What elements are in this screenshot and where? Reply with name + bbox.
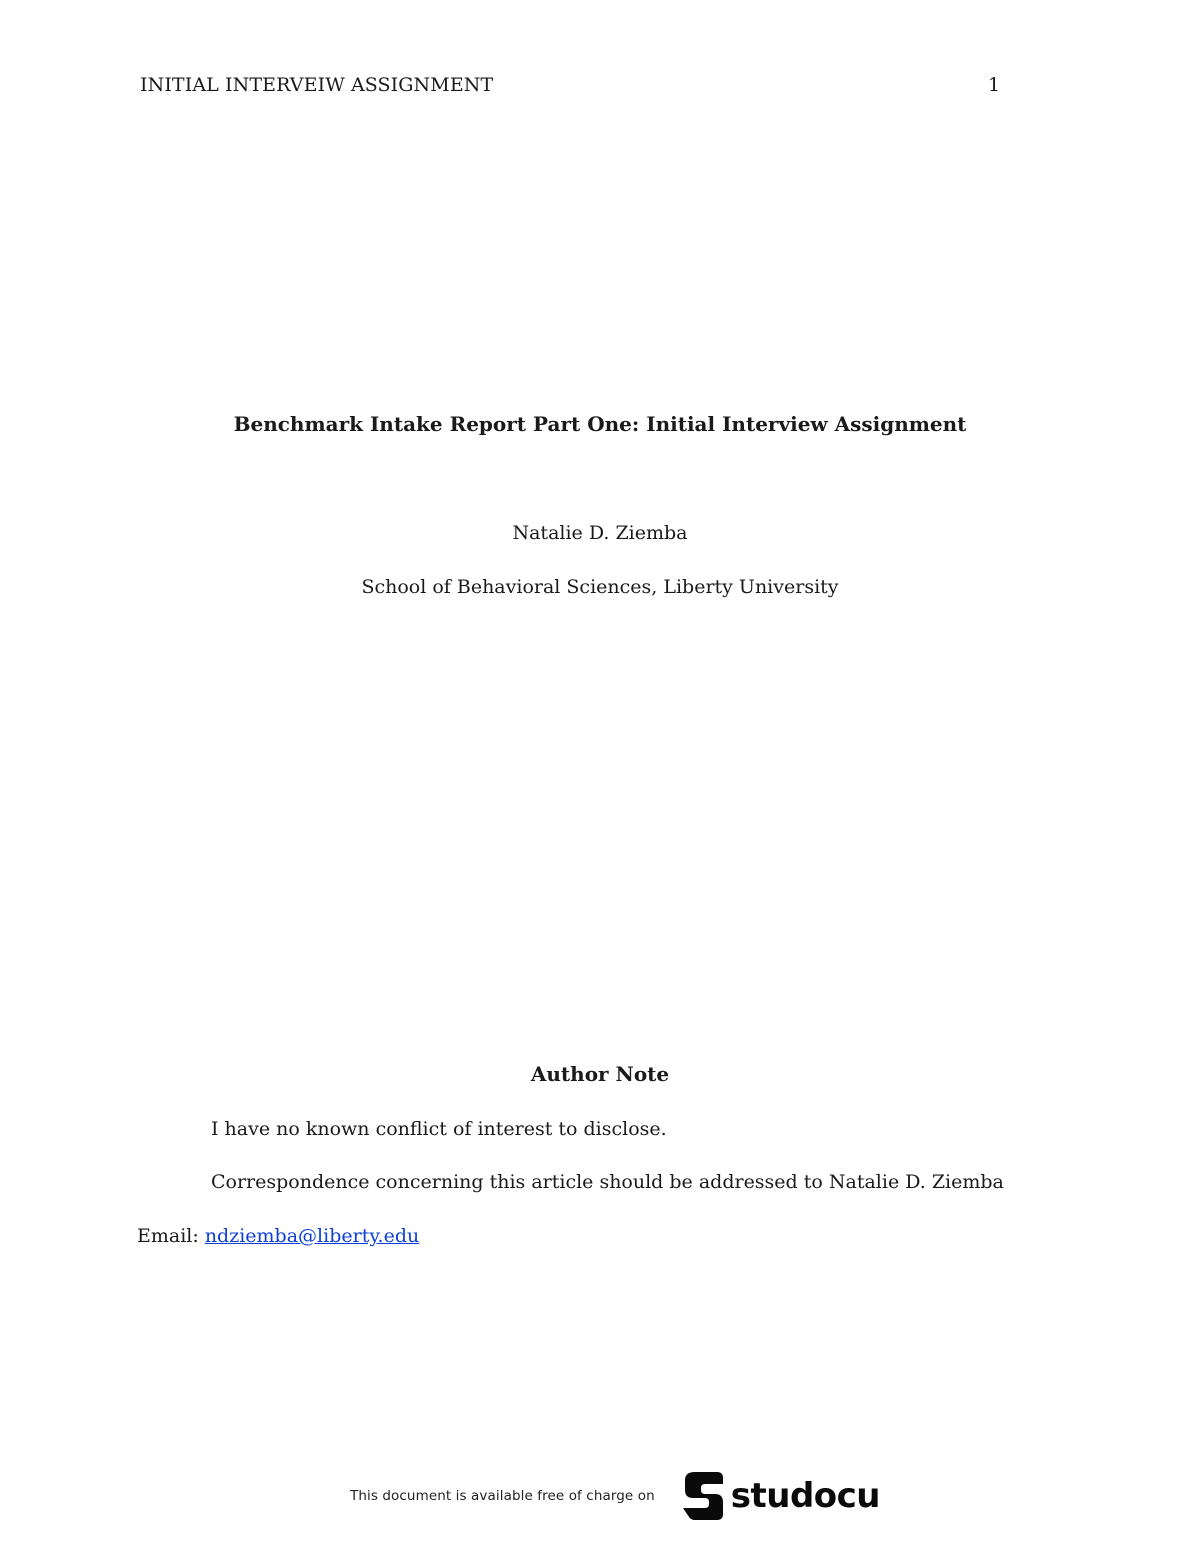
email-line — [137, 1225, 419, 1247]
correspondence-statement: Correspondence concerning this article should be addressed to Natalie D. Ziemba — [211, 1171, 1004, 1193]
studocu-banner[interactable] — [350, 1468, 880, 1524]
paper-title: Benchmark Intake Report Part One: Initial Interview Assignment — [233, 412, 967, 436]
conflict-statement: I have no known conflict of interest to disclose. — [211, 1118, 667, 1140]
author-name: Natalie D. Ziemba — [512, 522, 688, 544]
studocu-logo-icon — [681, 1470, 725, 1522]
studocu-wordmark: studocu — [730, 1476, 881, 1516]
running-head: INITIAL INTERVEIW ASSIGNMENT — [140, 74, 494, 96]
page-number: 1 — [988, 74, 1001, 96]
email-link[interactable]: ndziemba@liberty.edu — [204, 1225, 420, 1247]
email-label: Email: — [137, 1225, 205, 1247]
banner-text: This document is available free of charge on — [350, 1488, 655, 1504]
author-affiliation: School of Behavioral Sciences, Liberty University — [361, 576, 839, 598]
author-note-heading: Author Note — [530, 1062, 670, 1086]
